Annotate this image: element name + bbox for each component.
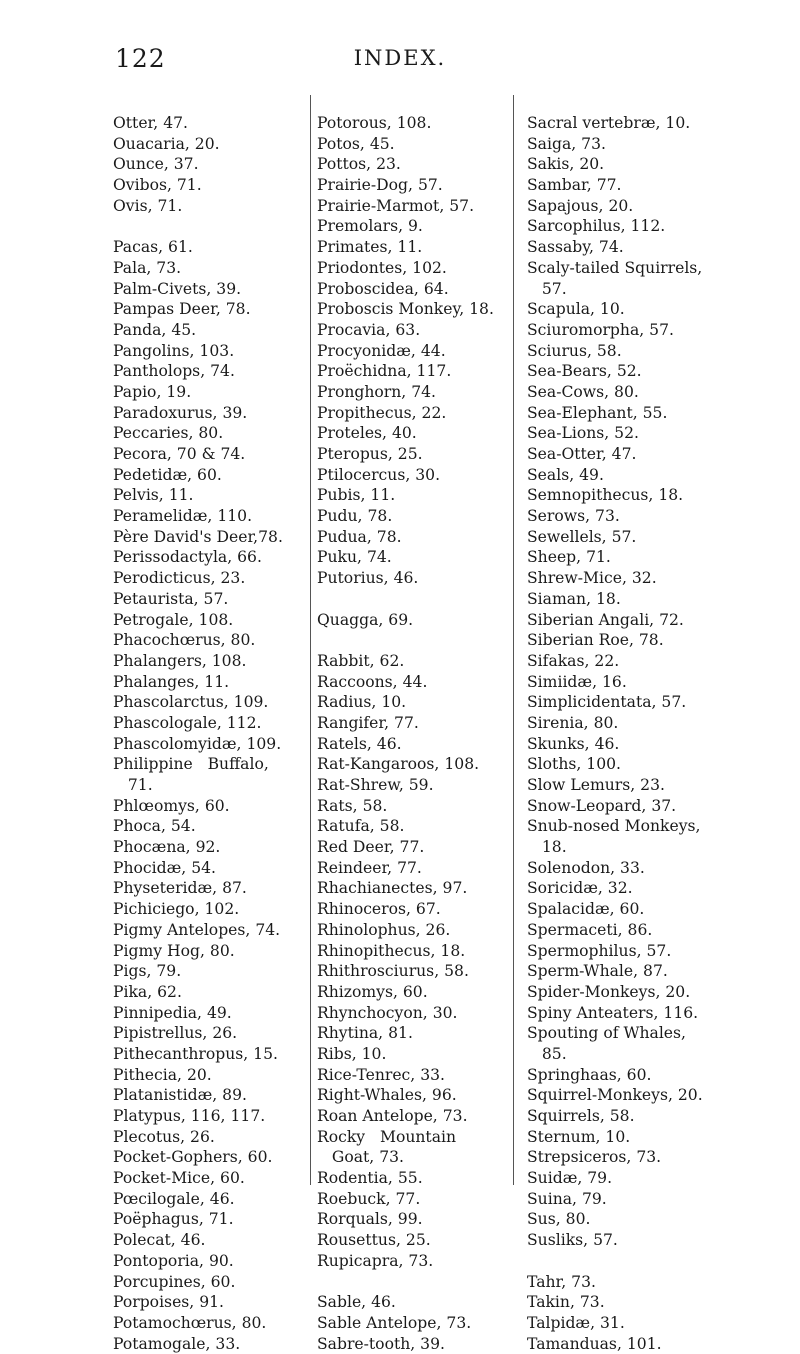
index-entry-continuation: 71. bbox=[113, 776, 153, 794]
letter-gap bbox=[113, 216, 313, 237]
index-entry: Pampas Deer, 78. bbox=[113, 300, 251, 319]
index-entry: Tahr, 73. bbox=[527, 1272, 596, 1291]
index-entry: Spider-Monkeys, 20. bbox=[527, 982, 691, 1001]
index-entry: Pocket-Gophers, 60. bbox=[113, 1148, 273, 1167]
index-entry: Ovis, 71. bbox=[113, 196, 183, 215]
index-entry: Rangifer, 77. bbox=[317, 713, 419, 732]
index-entry: Rocky Mountain bbox=[317, 1127, 457, 1146]
index-entry: Pontoporia, 90. bbox=[113, 1251, 234, 1270]
index-entry: Pigs, 79. bbox=[113, 962, 182, 981]
index-entry: Simiidæ, 16. bbox=[527, 672, 627, 691]
index-entry: Platanistidæ, 89. bbox=[113, 1086, 247, 1105]
index-entry: Soricidæ, 32. bbox=[527, 879, 633, 898]
index-entry: Sea-Bears, 52. bbox=[527, 362, 642, 381]
index-entry: Pudu, 78. bbox=[317, 507, 393, 526]
index-entry: Sacral vertebræ, 10. bbox=[527, 114, 691, 132]
index-entry: Peccaries, 80. bbox=[113, 424, 224, 443]
index-entry: Porcupines, 60. bbox=[113, 1272, 236, 1291]
index-entry: Sciurus, 58. bbox=[527, 341, 622, 360]
index-entry: Pangolins, 103. bbox=[113, 341, 235, 360]
index-entry: Polecat, 46. bbox=[113, 1231, 206, 1250]
index-entry: Sperm-Whale, 87. bbox=[527, 962, 668, 981]
index-entry: Potorous, 108. bbox=[317, 114, 432, 132]
index-entry: Putorius, 46. bbox=[317, 569, 419, 588]
index-entry: Squirrels, 58. bbox=[527, 1107, 635, 1125]
index-entry: Simplicidentata, 57. bbox=[527, 693, 687, 712]
index-entry: Primates, 11. bbox=[317, 238, 423, 257]
index-entry: Porpoises, 91. bbox=[113, 1293, 225, 1312]
page-title: INDEX. bbox=[353, 46, 447, 70]
index-entry: Sewellels, 57. bbox=[527, 527, 637, 546]
index-entry: Père David's Deer,78. bbox=[113, 527, 283, 546]
letter-gap bbox=[317, 630, 517, 651]
index-entry: Ounce, 37. bbox=[113, 155, 199, 174]
index-entry: Procavia, 63. bbox=[317, 320, 421, 339]
index-entry: Susliks, 57. bbox=[527, 1231, 618, 1250]
index-entry: Siaman, 18. bbox=[527, 589, 621, 608]
index-column-1 bbox=[113, 113, 313, 1354]
index-entry: Ouacaria, 20. bbox=[113, 134, 220, 153]
index-entry-continuation: Goat, 73. bbox=[317, 1148, 404, 1167]
index-entry: Pipistrellus, 26. bbox=[113, 1024, 238, 1043]
index-entry: Pudua, 78. bbox=[317, 527, 402, 546]
index-entry: Pubis, 11. bbox=[317, 486, 396, 505]
index-entry: Rat-Shrew, 59. bbox=[317, 776, 434, 794]
index-entry: Pœcilogale, 46. bbox=[113, 1189, 235, 1208]
index-entry: Ratels, 46. bbox=[317, 734, 402, 753]
index-entry: Ovibos, 71. bbox=[113, 176, 202, 195]
index-entry: Pigmy Antelopes, 74. bbox=[113, 920, 281, 939]
index-entry: Scapula, 10. bbox=[527, 300, 625, 319]
index-entry: Rhithrosciurus, 58. bbox=[317, 962, 469, 981]
index-entry: Pecora, 70 & 74. bbox=[113, 445, 246, 463]
index-entry: Proëchidna, 117. bbox=[317, 362, 452, 381]
page-header bbox=[0, 44, 800, 84]
index-entry: Sus, 80. bbox=[527, 1210, 591, 1229]
index-entry: Siberian Roe, 78. bbox=[527, 631, 664, 650]
index-entry: Pocket-Mice, 60. bbox=[113, 1169, 245, 1188]
index-entry: Otter, 47. bbox=[113, 114, 188, 132]
index-entry: Rousettus, 25. bbox=[317, 1231, 431, 1250]
index-entry: Pedetidæ, 60. bbox=[113, 465, 222, 484]
index-entry: Pronghorn, 74. bbox=[317, 382, 437, 401]
index-entry: Petaurista, 57. bbox=[113, 589, 229, 608]
index-entry: Pala, 73. bbox=[113, 258, 182, 277]
index-entry: Pteropus, 25. bbox=[317, 445, 423, 463]
index-entry: Potos, 45. bbox=[317, 134, 395, 153]
index-entry: Pika, 62. bbox=[113, 982, 182, 1001]
index-entry-continuation: 18. bbox=[527, 838, 567, 857]
index-entry: Ptilocercus, 30. bbox=[317, 465, 441, 484]
index-entry: Sifakas, 22. bbox=[527, 651, 620, 670]
index-entry: Poëphagus, 71. bbox=[113, 1210, 234, 1229]
index-entry: Phalangers, 108. bbox=[113, 651, 247, 670]
index-entry: Prairie-Marmot, 57. bbox=[317, 196, 475, 215]
index-entry: Suidæ, 79. bbox=[527, 1169, 613, 1188]
index-entry: Pichiciego, 102. bbox=[113, 900, 240, 919]
index-entry: Slow Lemurs, 23. bbox=[527, 776, 665, 794]
index-column-3 bbox=[527, 113, 727, 1354]
index-entry: Panda, 45. bbox=[113, 320, 197, 339]
index-entry: Sambar, 77. bbox=[527, 176, 622, 195]
index-entry: Quagga, 69. bbox=[317, 610, 414, 629]
index-entry: Siberian Angali, 72. bbox=[527, 610, 684, 629]
index-entry: Sea-Lions, 52. bbox=[527, 424, 639, 443]
index-entry: Right-Whales, 96. bbox=[317, 1086, 457, 1105]
index-entry: Sapajous, 20. bbox=[527, 196, 634, 215]
letter-gap bbox=[527, 1251, 727, 1272]
index-entry: Sheep, 71. bbox=[527, 548, 611, 567]
index-entry: Takin, 73. bbox=[527, 1293, 605, 1312]
page-number: 122 bbox=[115, 44, 166, 73]
index-entry: Rhytina, 81. bbox=[317, 1024, 413, 1043]
index-entry: Sabre-tooth, 39. bbox=[317, 1334, 445, 1353]
index-entry: Snow-Leopard, 37. bbox=[527, 796, 677, 815]
index-entry: Rhinolophus, 26. bbox=[317, 920, 451, 939]
index-entry: Strepsiceros, 73. bbox=[527, 1148, 662, 1167]
index-entry: Serows, 73. bbox=[527, 507, 620, 526]
index-entry: Peramelidæ, 110. bbox=[113, 507, 253, 526]
index-entry: Roan Antelope, 73. bbox=[317, 1107, 468, 1125]
letter-gap bbox=[317, 589, 517, 610]
index-entry: Proboscis Monkey, 18. bbox=[317, 300, 494, 319]
index-entry: Phacochœrus, 80. bbox=[113, 631, 256, 650]
index-entry: Pigmy Hog, 80. bbox=[113, 941, 235, 960]
index-entry: Phascolarctus, 109. bbox=[113, 693, 269, 712]
index-entry: Phascolomyidæ, 109. bbox=[113, 734, 282, 753]
index-entry: Priodontes, 102. bbox=[317, 258, 447, 277]
index-entry: Sassaby, 74. bbox=[527, 238, 624, 257]
index-entry: Paradoxurus, 39. bbox=[113, 403, 248, 422]
index-entry: Propithecus, 22. bbox=[317, 403, 447, 422]
index-entry: Pantholops, 74. bbox=[113, 362, 235, 381]
index-entry: Spiny Anteaters, 116. bbox=[527, 1003, 699, 1022]
index-entry: Shrew-Mice, 32. bbox=[527, 569, 657, 588]
index-entry: Potamochœrus, 80. bbox=[113, 1313, 267, 1332]
index-entry: Pottos, 23. bbox=[317, 155, 401, 174]
index-entry: Reindeer, 77. bbox=[317, 858, 422, 877]
index-entry: Semnopithecus, 18. bbox=[527, 486, 684, 505]
index-entry: Rice-Tenrec, 33. bbox=[317, 1065, 445, 1084]
index-entry: Procyonidæ, 44. bbox=[317, 341, 446, 360]
index-entry: Proteles, 40. bbox=[317, 424, 417, 443]
index-entry: Sakis, 20. bbox=[527, 155, 605, 174]
index-entry: Sciuromorpha, 57. bbox=[527, 320, 674, 339]
index-entry: Phoca, 54. bbox=[113, 817, 196, 836]
index-entry: Red Deer, 77. bbox=[317, 838, 425, 857]
index-entry: Rats, 58. bbox=[317, 796, 388, 815]
index-entry: Pithecia, 20. bbox=[113, 1065, 212, 1084]
index-entry: Papio, 19. bbox=[113, 382, 192, 401]
index-entry: Perissodactyla, 66. bbox=[113, 548, 262, 567]
index-entry: Saiga, 73. bbox=[527, 134, 606, 153]
index-entry: Suina, 79. bbox=[527, 1189, 607, 1208]
index-entry: Seals, 49. bbox=[527, 465, 604, 484]
index-entry: Skunks, 46. bbox=[527, 734, 620, 753]
index-entry: Talpidæ, 31. bbox=[527, 1313, 625, 1332]
index-entry: Sarcophilus, 112. bbox=[527, 217, 666, 236]
index-entry: Rodentia, 55. bbox=[317, 1169, 423, 1188]
index-entry: Phocæna, 92. bbox=[113, 838, 221, 857]
index-entry: Physeteridæ, 87. bbox=[113, 879, 247, 898]
index-entry: Ribs, 10. bbox=[317, 1044, 387, 1063]
index-entry: Rat-Kangaroos, 108. bbox=[317, 755, 480, 774]
index-entry: Rhinopithecus, 18. bbox=[317, 941, 466, 960]
letter-gap bbox=[317, 1272, 517, 1293]
index-entry: Phocidæ, 54. bbox=[113, 858, 216, 877]
index-column-2 bbox=[317, 113, 517, 1354]
index-entry: Pelvis, 11. bbox=[113, 486, 194, 505]
index-entry: Philippine Buffalo, bbox=[113, 755, 269, 774]
index-entry: Prairie-Dog, 57. bbox=[317, 176, 443, 195]
index-entry: Potamogale, 33. bbox=[113, 1334, 241, 1353]
index-entry: Sea-Cows, 80. bbox=[527, 382, 639, 401]
index-entry: Tamanduas, 101. bbox=[527, 1334, 662, 1353]
index-entry: Phlœomys, 60. bbox=[113, 796, 230, 815]
index-entry: Petrogale, 108. bbox=[113, 610, 234, 629]
index-entry: Premolars, 9. bbox=[317, 217, 423, 236]
index-entry: Phascologale, 112. bbox=[113, 713, 262, 732]
index-entry: Sea-Otter, 47. bbox=[527, 445, 637, 463]
index-entry: Plecotus, 26. bbox=[113, 1127, 215, 1146]
index-entry: Rabbit, 62. bbox=[317, 651, 405, 670]
index-entry: Solenodon, 33. bbox=[527, 858, 645, 877]
index-entry: Roebuck, 77. bbox=[317, 1189, 421, 1208]
index-entry-continuation: 85. bbox=[527, 1044, 567, 1063]
index-entry: Springhaas, 60. bbox=[527, 1065, 652, 1084]
index-entry: Scaly-tailed Squirrels, bbox=[527, 258, 703, 277]
index-entry: Pithecanthropus, 15. bbox=[113, 1044, 278, 1063]
index-entry: Spermaceti, 86. bbox=[527, 920, 653, 939]
index-entry: Spalacidæ, 60. bbox=[527, 900, 645, 919]
index-entry: Sternum, 10. bbox=[527, 1127, 631, 1146]
index-entry: Platypus, 116, 117. bbox=[113, 1107, 266, 1125]
index-entry: Rorquals, 99. bbox=[317, 1210, 423, 1229]
index-entry: Spouting of Whales, bbox=[527, 1024, 686, 1043]
index-entry: Proboscidea, 64. bbox=[317, 279, 449, 298]
index-entry: Rhinoceros, 67. bbox=[317, 900, 441, 919]
index-entry: Sable, 46. bbox=[317, 1293, 396, 1312]
index-entry: Raccoons, 44. bbox=[317, 672, 428, 691]
index-entry: Squirrel-Monkeys, 20. bbox=[527, 1086, 703, 1105]
index-entry: Palm-Civets, 39. bbox=[113, 279, 242, 298]
index-entry-continuation: 57. bbox=[527, 279, 567, 298]
index-entry: Sable Antelope, 73. bbox=[317, 1313, 472, 1332]
index-entry: Phalanges, 11. bbox=[113, 672, 230, 691]
index-entry: Sea-Elephant, 55. bbox=[527, 403, 668, 422]
index-entry: Pinnipedia, 49. bbox=[113, 1003, 232, 1022]
index-entry: Perodicticus, 23. bbox=[113, 569, 246, 588]
index-entry: Sirenia, 80. bbox=[527, 713, 619, 732]
index-entry: Puku, 74. bbox=[317, 548, 392, 567]
index-entry: Pacas, 61. bbox=[113, 238, 193, 257]
index-entry: Rhynchocyon, 30. bbox=[317, 1003, 458, 1022]
index-entry: Spermophilus, 57. bbox=[527, 941, 672, 960]
index-entry: Rhachianectes, 97. bbox=[317, 879, 468, 898]
index-entry: Snub-nosed Monkeys, bbox=[527, 817, 701, 836]
index-entry: Rupicapra, 73. bbox=[317, 1251, 434, 1270]
index-entry: Sloths, 100. bbox=[527, 755, 622, 774]
index-entry: Ratufa, 58. bbox=[317, 817, 405, 836]
index-entry: Radius, 10. bbox=[317, 693, 407, 712]
index-entry: Rhizomys, 60. bbox=[317, 982, 428, 1001]
